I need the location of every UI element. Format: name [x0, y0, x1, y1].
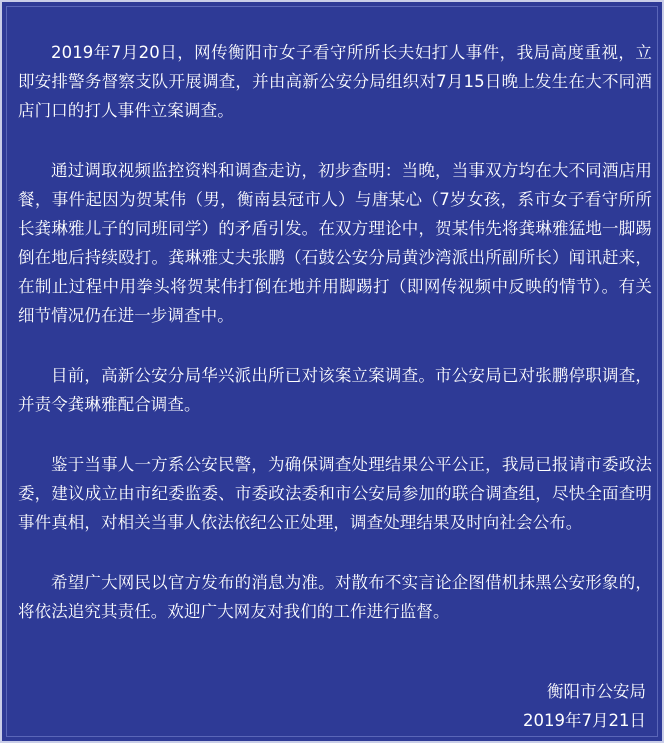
issue-date: 2019年7月21日 — [523, 711, 646, 730]
notice-body — [18, 38, 652, 657]
paragraph-5: 希望广大网民以官方发布的消息为准。对散布不实言论企图借机抹黑公安形象的，将依法追究其责任。欢迎广大网友对我们的工作进行监督。 — [18, 573, 652, 621]
signature-block — [523, 677, 646, 735]
issuer-name: 衡阳市公安局 — [547, 682, 646, 701]
paragraph-1: 2019年7月20日，网传衡阳市女子看守所所长夫妇打人事件，我局高度重视，立即安排警务督察支队开展调查，并由高新公安分局组织对7月15日晚上发生在大不同酒店门口的打人事件立案调查。 — [18, 43, 652, 120]
paragraph-4: 鉴于当事人一方系公安民警，为确保调查处理结果公平公正，我局已报请市委政法委，建议成立由市纪委监委、市委政法委和市公安局参加的联合调查组，尽快全面查明事件真相，对相关当事人依法依纪公正处理，调查处理结果及时向社会公布。 — [18, 455, 652, 532]
paragraph-2: 通过调取视频监控资料和调查走访，初步查明：当晚，当事双方均在大不同酒店用餐，事件起因为贺某伟（男，衡南县冠市人）与唐某心（7岁女孩，系市女子看守所所长龚琳雅儿子的同班同学）的矛盾引发。在双方理论中，贺某伟先将龚琳雅猛地一脚踢倒在地后持续殴打。龚琳雅丈夫张鹏（石鼓公安分局黄沙湾派出所副所长）闻讯赶来，在制止过程中用拳头将贺某伟打倒在地并用脚踢打（即网传视频中反映的情节）。有关细节情况仍在进一步调查中。 — [18, 161, 652, 325]
paragraph-3: 目前，高新公安分局华兴派出所已对该案立案调查。市公安局已对张鹏停职调查，并责令龚琳雅配合调查。 — [18, 366, 652, 414]
